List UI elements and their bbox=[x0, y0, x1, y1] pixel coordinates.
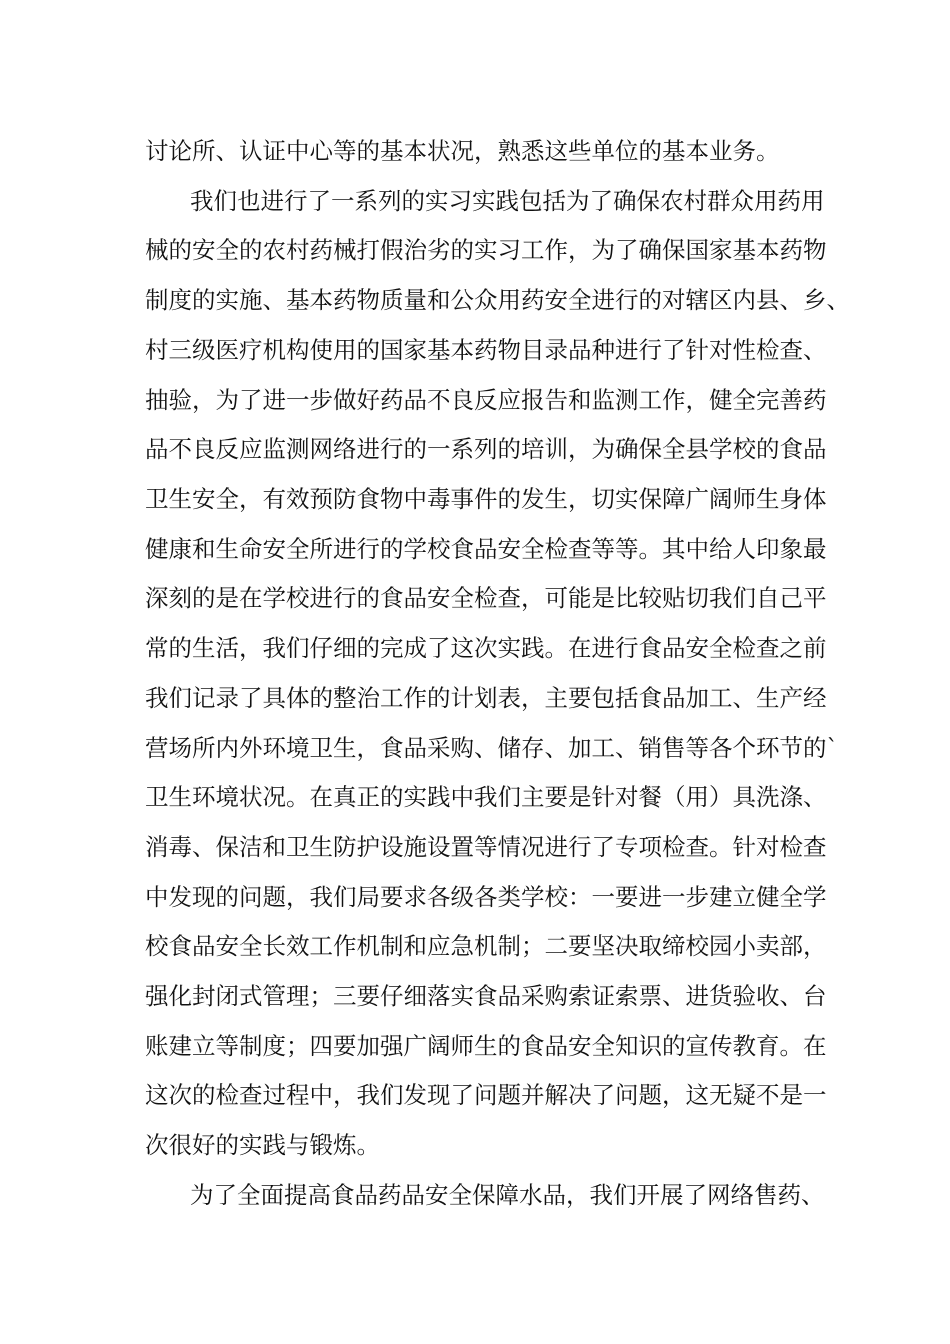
text-line: 我们记录了具体的整治工作的计划表，主要包括食品加工、生产经 bbox=[145, 684, 827, 712]
text-line: 品不良反应监测网络进行的一系列的培训，为确保全县学校的食品 bbox=[145, 435, 827, 463]
text-line: 村三级医疗机构使用的国家基本药物目录品种进行了针对性检查、 bbox=[145, 336, 827, 364]
text-line: 常的生活，我们仔细的完成了这次实践。在进行食品安全检查之前 bbox=[145, 634, 827, 662]
text-line: 中发现的问题，我们局要求各级各类学校：一要进一步建立健全学 bbox=[145, 883, 827, 911]
text-line: 抽验，为了进一步做好药品不良反应报告和监测工作，健全完善药 bbox=[145, 386, 827, 414]
text-line: 次很好的实践与锻炼。 bbox=[145, 1131, 380, 1159]
paragraph-start-line: 我们也进行了一系列的实习实践包括为了确保农村群众用药用 bbox=[190, 187, 825, 215]
text-line: 讨论所、认证中心等的基本状况，熟悉这些单位的基本业务。 bbox=[145, 137, 780, 165]
text-line: 账建立等制度；四要加强广阔师生的食品安全知识的宣传教育。在 bbox=[145, 1032, 827, 1060]
text-line: 健康和生命安全所进行的学校食品安全检查等等。其中给人印象最 bbox=[145, 535, 827, 563]
text-line: 消毒、保洁和卫生防护设施设置等情况进行了专项检查。针对检查 bbox=[145, 833, 827, 861]
text-line: 强化封闭式管理；三要仔细落实食品采购索证索票、进货验收、台 bbox=[145, 982, 827, 1010]
text-line: 这次的检查过程中，我们发现了问题并解决了问题，这无疑不是一 bbox=[145, 1081, 827, 1109]
text-line: 校食品安全长效工作机制和应急机制；二要坚决取缔校园小卖部， bbox=[145, 932, 827, 960]
text-line: 制度的实施、基本药物质量和公众用药安全进行的对辖区内县、乡、 bbox=[145, 286, 850, 314]
text-line: 卫生环境状况。在真正的实践中我们主要是针对餐（用）具洗涤、 bbox=[145, 783, 827, 811]
text-line: 营场所内外环境卫生，食品采购、储存、加工、销售等各个环节的` bbox=[145, 734, 839, 762]
text-line: 深刻的是在学校进行的食品安全检查，可能是比较贴切我们自己平 bbox=[145, 584, 827, 612]
paragraph-start-line: 为了全面提高食品药品安全保障水品，我们开展了网络售药、 bbox=[190, 1181, 825, 1209]
text-line: 卫生安全，有效预防食物中毒事件的发生，切实保障广阔师生身体 bbox=[145, 485, 827, 513]
text-line: 械的安全的农村药械打假治劣的实习工作，为了确保国家基本药物 bbox=[145, 236, 827, 264]
